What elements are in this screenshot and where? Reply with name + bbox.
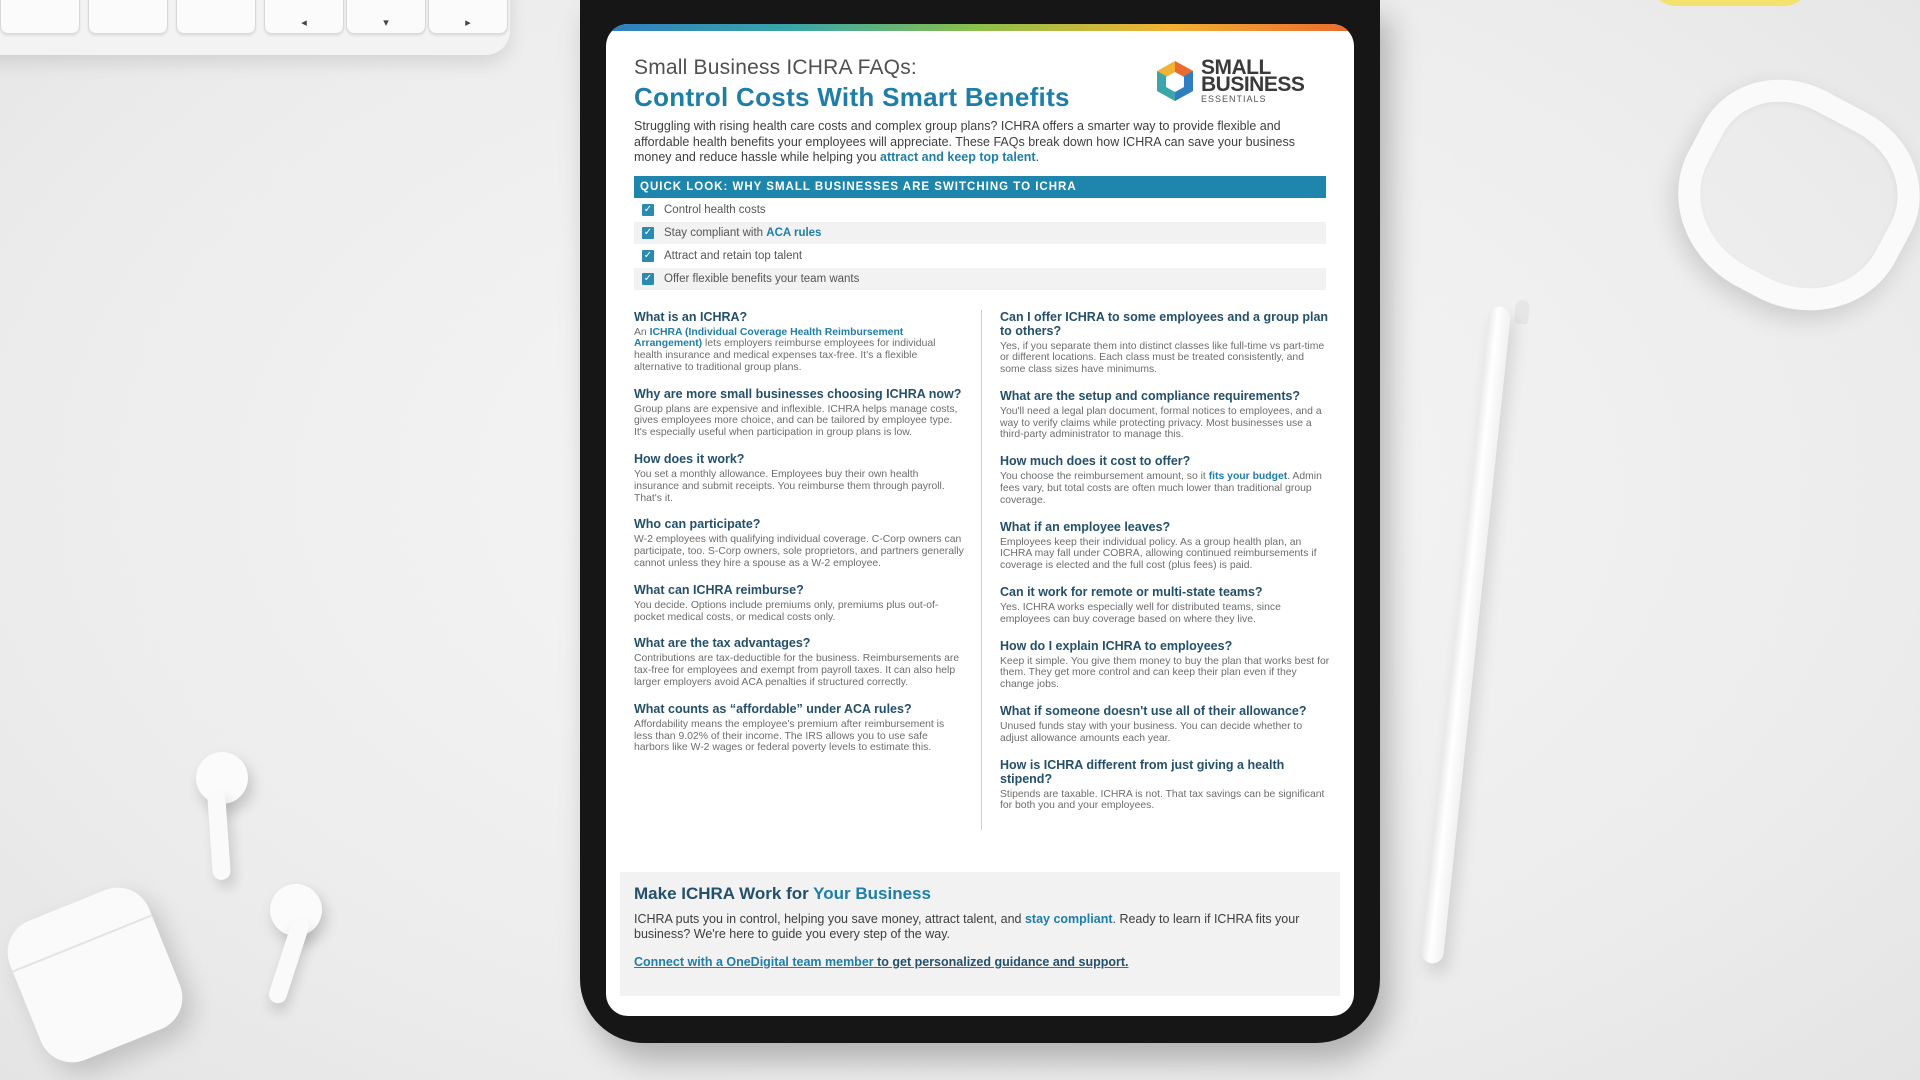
logo-word-essentials: ESSENTIALS	[1201, 94, 1267, 104]
header-color-strip	[606, 24, 1354, 31]
faq-answer-text: You set a monthly allowance. Employees buy their own health insurance and submit receipts. You reimburse them through payroll. That's it.	[634, 469, 945, 504]
faq-question: Can it work for remote or multi-state teams?	[1000, 585, 1263, 600]
faq-question: What counts as “affordable” under ACA rules?	[634, 701, 912, 716]
connect-link-main[interactable]: Connect with a OneDigital team member	[634, 955, 874, 969]
checkbox-checked-icon: ✓	[643, 272, 653, 284]
faq-document	[634, 44, 1330, 845]
quick-look-heading: QUICK LOOK: WHY SMALL BUSINESSES ARE SWITCHING TO ICHRA	[634, 176, 1326, 198]
faq-answer	[634, 404, 964, 439]
intro-link[interactable]: attract and keep top talent	[880, 150, 1036, 164]
keyboard	[0, 0, 510, 55]
key	[0, 0, 80, 34]
faq-answer	[634, 534, 964, 569]
faq-answer-text: lets employers reimburse employees for individual health insurance and medical expenses tax-free. It's a flexible alternative to traditional group plans.	[634, 338, 936, 373]
earbuds-case	[0, 877, 193, 1072]
faq-answer-text: Contributions are tax-deductible for the business. Reimbursements are tax-free for employees and exempt from payroll taxes. It can also help larger employers avoid ACA penalties if structured correctly.	[634, 653, 960, 689]
faq-question: Can I offer ICHRA to some employees and a group plan to others?	[1000, 309, 1329, 338]
key: ◂	[264, 0, 344, 34]
yellow-object	[1650, 0, 1810, 6]
quick-look-item	[634, 199, 1326, 221]
checkbox-checked-icon: ✓	[643, 226, 653, 238]
faq-question: How is ICHRA different from just giving a health stipend?	[1000, 757, 1285, 786]
faq-answer	[634, 653, 964, 688]
faq-answer-text: Affordability means the employee's premium after reimbursement is less than 9.02% of their income. The IRS allows you to use safe harbors like W-2 wages or federal poverty levels to estimate this.	[634, 718, 945, 754]
quick-look-list	[634, 199, 1326, 290]
faq-question: How does it work?	[634, 452, 745, 467]
faq-answer	[634, 327, 964, 374]
faq-answer-text: Unused funds stay with your business. You can decide whether to adjust allowance amounts each year.	[1000, 721, 1303, 744]
key	[176, 0, 256, 34]
quick-look-item	[634, 222, 1326, 244]
faq-answer-text: You'll need a legal plan document, formal notices to employees, and a way to verify claims while protecting privacy. Most businesses use a third-party administrator to manage this.	[1000, 405, 1322, 441]
stylus	[1421, 306, 1512, 965]
faq-answer-text: You choose the reimbursement amount, so it	[1000, 471, 1209, 483]
faq-answer-text: An	[634, 326, 650, 338]
aca-rules-link[interactable]: ACA rules	[766, 226, 822, 239]
faq-question: What if an employee leaves?	[1000, 519, 1171, 534]
faq-answer	[1000, 656, 1330, 691]
faq-question: What are the setup and compliance requirements?	[1000, 388, 1301, 403]
hexagon-logo-icon	[1156, 60, 1194, 102]
cta-title-accent: Your Business	[813, 884, 931, 903]
faq-answer-link[interactable]: fits your budget	[1208, 471, 1288, 483]
connect-link[interactable]	[634, 955, 1129, 969]
faq-answer	[634, 600, 964, 624]
faq-item	[634, 310, 964, 374]
faq-answer	[634, 719, 964, 754]
cta-box	[620, 872, 1340, 996]
faq-answer-text: Yes. ICHRA works especially well for distributed teams, since employees can buy coverage based on where they live.	[1000, 602, 1281, 625]
checkbox-checked-icon: ✓	[643, 249, 653, 261]
faq-item	[1000, 639, 1330, 691]
glasses	[1660, 60, 1920, 320]
quick-look-text: Offer flexible benefits your team wants	[664, 272, 860, 285]
faq-section	[634, 309, 1330, 845]
faq-item	[1000, 310, 1330, 376]
intro-text: Struggling with rising health care costs and complex group plans? ICHRA offers a smarter way to provide flexible and affordable health benefits your employees will appreciate. These FAQs break down how ICHRA can save your business money and reduce hassle while helping you	[634, 119, 1296, 164]
faq-question: Why are more small businesses choosing ICHRA now?	[634, 386, 962, 401]
faq-item	[1000, 585, 1330, 626]
stylus-tip	[1514, 299, 1530, 324]
faq-question: What can ICHRA reimburse?	[634, 582, 804, 597]
quick-look-item	[634, 268, 1326, 290]
faq-answer-text: Keep it simple. You give them money to buy the plan that works best for them. They get more control and can keep their plan even if they change jobs.	[1000, 655, 1330, 691]
faq-question: What are the tax advantages?	[634, 636, 811, 651]
faq-item	[634, 636, 964, 688]
quick-look-text: Attract and retain top talent	[664, 249, 803, 262]
faq-answer-text: W-2 employees with qualifying individual coverage. C-Corp owners can participate, too. S-Corp owners, sole proprietors, and partners generally cannot unless they hire a spouse as a W-2 employee.	[634, 534, 964, 570]
glasses-lens	[1643, 48, 1920, 347]
faq-question: How do I explain ICHRA to employees?	[1000, 638, 1233, 653]
faq-column-left	[634, 310, 964, 768]
faq-item	[1000, 389, 1330, 441]
key: ▾	[346, 0, 426, 34]
cta-title-text: Make ICHRA Work for	[634, 884, 814, 903]
faq-item	[1000, 520, 1330, 572]
earbud-stem	[267, 914, 312, 1005]
faq-answer	[1000, 721, 1330, 745]
faq-column-right	[1000, 310, 1330, 826]
company-logo	[1156, 56, 1326, 106]
quick-look-text: Control health costs	[664, 203, 766, 216]
quick-look-text: Stay compliant with	[664, 226, 764, 239]
cta-title	[634, 884, 931, 904]
key: ▸	[428, 0, 508, 34]
faq-answer-text: Yes, if you separate them into distinct classes like full-time vs part-time or different locations. Each class must be treated consistently, and some class sizes have minimums.	[1000, 340, 1325, 376]
document-title: Control Costs With Smart Benefits	[634, 82, 1070, 112]
cta-body	[634, 912, 1324, 942]
connect-link-rest[interactable]: to get personalized guidance and support.	[873, 955, 1129, 969]
faq-item	[1000, 704, 1330, 745]
cta-body-text: ICHRA puts you in control, helping you save money, attract talent, and	[634, 912, 1025, 926]
logo-word-business: BUSINESS	[1201, 73, 1305, 96]
faq-item	[634, 452, 964, 504]
faq-item	[634, 387, 964, 439]
faq-answer	[1000, 406, 1330, 441]
column-divider	[981, 310, 982, 830]
faq-question: What is an ICHRA?	[634, 309, 748, 324]
checkbox-checked-icon: ✓	[643, 203, 653, 215]
faq-item	[1000, 454, 1330, 506]
faq-answer	[1000, 471, 1330, 506]
faq-answer	[1000, 341, 1330, 376]
faq-answer-text: Group plans are expensive and inflexible. ICHRA helps manage costs, gives employees more choice, and can be tailored by employee type. It's especially useful when participation in group plans is low.	[634, 403, 958, 439]
stay-compliant-link[interactable]: stay compliant	[1024, 912, 1113, 926]
faq-answer-text: . Admin fees vary, but total costs are often much lower than traditional group coverage.	[1000, 471, 1322, 506]
faq-answer-text: Employees keep their individual policy. As a group health plan, an ICHRA may fall under COBRA, allowing continued reimbursements if coverage is elected and the full cost (plus fees) is paid.	[1000, 536, 1317, 572]
faq-item	[634, 517, 964, 569]
intro-paragraph	[634, 119, 1326, 166]
logo-word-small: SMALL	[1201, 56, 1271, 79]
faq-item	[634, 583, 964, 624]
faq-answer	[634, 469, 964, 504]
faq-answer-text: Stipends are taxable. ICHRA is not. That tax savings can be significant for both you and your employees.	[1000, 788, 1325, 812]
faq-item	[1000, 758, 1330, 813]
faq-answer	[1000, 789, 1330, 813]
faq-answer	[1000, 537, 1330, 572]
intro-text-end: .	[1035, 150, 1040, 164]
cta-body-text-end: . Ready to learn if ICHRA fits your business? We're here to guide you every step of the way.	[634, 912, 1300, 941]
faq-answer-link[interactable]: ICHRA (Individual Coverage Health Reimbursement Arrangement)	[634, 326, 904, 350]
faq-question: How much does it cost to offer?	[1000, 454, 1191, 469]
faq-item	[634, 702, 964, 754]
tablet-screen	[606, 24, 1354, 1016]
key	[88, 0, 168, 34]
document-kicker: Small Business ICHRA FAQs:	[634, 56, 917, 79]
faq-answer-text: You decide. Options include premiums only, premiums plus out-of-pocket medical costs, or medical costs only.	[634, 599, 939, 623]
faq-question: What if someone doesn't use all of their allowance?	[1000, 704, 1307, 719]
faq-answer	[1000, 602, 1330, 626]
quick-look-item	[634, 245, 1326, 267]
faq-question: Who can participate?	[634, 517, 761, 532]
